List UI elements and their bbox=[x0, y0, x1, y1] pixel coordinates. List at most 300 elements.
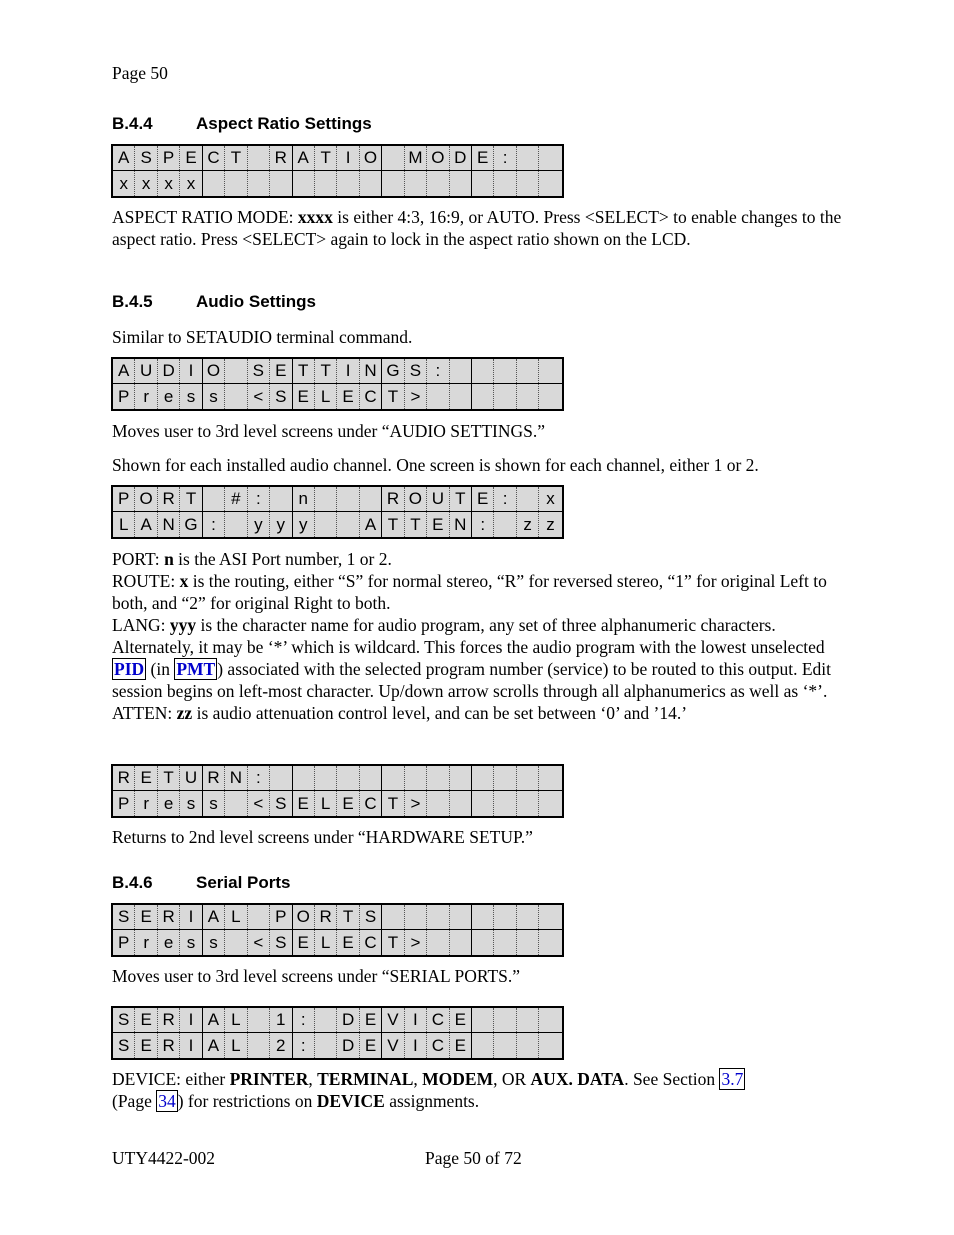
lcd-cell bbox=[517, 766, 539, 790]
route-description bbox=[112, 570, 842, 614]
text-bold: MODEM bbox=[422, 1069, 494, 1089]
lcd-cell bbox=[517, 1033, 539, 1058]
lcd-row-top bbox=[113, 766, 562, 791]
lcd-cell: A bbox=[360, 512, 382, 537]
lcd-cell: E bbox=[180, 146, 202, 170]
lcd-cell: : bbox=[293, 1033, 315, 1058]
lcd-cell bbox=[539, 791, 561, 816]
lcd-cell: E bbox=[450, 1008, 472, 1032]
lcd-cell: E bbox=[135, 1033, 157, 1058]
lcd-cell bbox=[382, 766, 404, 790]
text-bold: PRINTER bbox=[229, 1069, 309, 1089]
lcd-cell: : bbox=[248, 487, 270, 511]
lcd-cell: s bbox=[180, 791, 202, 816]
lcd-cell: : bbox=[203, 512, 225, 537]
lcd-display bbox=[111, 764, 564, 818]
lcd-cell bbox=[337, 766, 359, 790]
lcd-cell: : bbox=[494, 487, 516, 511]
lcd-cell bbox=[517, 791, 539, 816]
lcd-cell bbox=[539, 905, 561, 929]
lcd-cell bbox=[315, 512, 337, 537]
lcd-cell bbox=[293, 766, 315, 790]
lcd-cell bbox=[517, 930, 539, 955]
lcd-cell: I bbox=[180, 1008, 202, 1032]
lcd-cell: N bbox=[158, 512, 180, 537]
lcd-cell bbox=[539, 1008, 561, 1032]
lcd-cell bbox=[405, 905, 427, 929]
lcd-cell: y bbox=[270, 512, 292, 537]
lcd-cell: < bbox=[248, 384, 270, 409]
lcd-cell: A bbox=[113, 146, 135, 170]
lcd-row-bottom bbox=[113, 1033, 562, 1058]
lcd-cell: C bbox=[360, 930, 382, 955]
lcd-cell: N bbox=[225, 766, 247, 790]
lcd-cell: U bbox=[180, 766, 202, 790]
lcd-cell bbox=[225, 930, 247, 955]
section-3-7-link[interactable]: 3.7 bbox=[721, 1069, 744, 1089]
text: LANG: bbox=[112, 615, 170, 635]
text-bold: yyy bbox=[169, 615, 197, 635]
lcd-cell: O bbox=[293, 905, 315, 929]
lcd-cell: L bbox=[315, 384, 337, 409]
lcd-cell bbox=[494, 359, 516, 383]
lcd-cell: x bbox=[135, 171, 157, 196]
lcd-cell: P bbox=[158, 146, 180, 170]
text: assignments. bbox=[384, 1091, 480, 1111]
section-number: B.4.4 bbox=[112, 114, 153, 133]
lcd-display bbox=[111, 903, 564, 957]
section-heading-serial-ports bbox=[112, 873, 291, 893]
lcd-cell: s bbox=[203, 930, 225, 955]
lang-description bbox=[112, 614, 842, 702]
lcd-cell bbox=[225, 512, 247, 537]
lcd-cell: E bbox=[472, 146, 494, 170]
lcd-cell: E bbox=[293, 930, 315, 955]
lcd-cell: I bbox=[180, 359, 202, 383]
lcd-cell: I bbox=[337, 359, 359, 383]
lcd-cell: E bbox=[337, 791, 359, 816]
lcd-cell: T bbox=[405, 512, 427, 537]
lcd-cell: n bbox=[293, 487, 315, 511]
lcd-cell: L bbox=[225, 1033, 247, 1058]
lcd-cell: P bbox=[113, 384, 135, 409]
lcd-cell: U bbox=[135, 359, 157, 383]
page-34-link[interactable]: 34 bbox=[158, 1091, 176, 1111]
lcd-cell: R bbox=[158, 1033, 180, 1058]
lcd-cell: I bbox=[337, 146, 359, 170]
lcd-row-top bbox=[113, 487, 562, 512]
lcd-cell: A bbox=[203, 1008, 225, 1032]
lcd-row-bottom bbox=[113, 171, 562, 196]
lcd-cell: S bbox=[113, 905, 135, 929]
lcd-cell: T bbox=[337, 905, 359, 929]
lcd-cell bbox=[517, 487, 539, 511]
lcd-cell bbox=[472, 791, 494, 816]
lcd-cell bbox=[494, 930, 516, 955]
lcd-cell: R bbox=[270, 146, 292, 170]
lcd-cell bbox=[450, 766, 472, 790]
section-heading-audio bbox=[112, 292, 316, 312]
lcd-cell: R bbox=[203, 766, 225, 790]
lcd-cell bbox=[225, 171, 247, 196]
lcd-cell bbox=[427, 791, 449, 816]
text: is either 4:3, 16:9, or AUTO. Press <SELECT> to enable changes to the aspect ratio. Press <SELECT> again to lock in the aspect ratio shown on the LCD. bbox=[112, 207, 842, 249]
lcd-cell bbox=[450, 384, 472, 409]
lcd-cell: S bbox=[270, 791, 292, 816]
lcd-cell bbox=[517, 384, 539, 409]
lcd-cell bbox=[539, 930, 561, 955]
text-bold: n bbox=[164, 549, 174, 569]
lcd-cell bbox=[539, 359, 561, 383]
serial-moves: Moves user to 3rd level screens under “SERIAL PORTS.” bbox=[112, 966, 521, 986]
text: ROUTE: bbox=[112, 571, 180, 591]
text: is the ASI Port number, 1 or 2. bbox=[173, 549, 392, 569]
lcd-cell: 1 bbox=[270, 1008, 292, 1032]
lcd-cell: z bbox=[546, 514, 555, 534]
text: , OR bbox=[493, 1069, 531, 1089]
lcd-cell: E bbox=[337, 930, 359, 955]
lcd-cell: G bbox=[382, 359, 404, 383]
footer-page-number: Page 50 of 72 bbox=[425, 1148, 522, 1168]
lcd-cell: A bbox=[113, 359, 135, 383]
lcd-cell: T bbox=[315, 359, 337, 383]
lcd-cell bbox=[382, 905, 404, 929]
lcd-cell bbox=[450, 359, 472, 383]
lcd-cell: C bbox=[360, 384, 382, 409]
lcd-cell: E bbox=[450, 1033, 472, 1058]
lcd-cell: C bbox=[203, 146, 225, 170]
lcd-display bbox=[111, 144, 564, 198]
lcd-cell bbox=[494, 171, 516, 196]
lcd-cell: P bbox=[113, 791, 135, 816]
lcd-cell: D bbox=[450, 146, 472, 170]
lcd-cell bbox=[472, 171, 494, 196]
lcd-cell: r bbox=[135, 791, 157, 816]
lcd-cell bbox=[494, 905, 516, 929]
audio-moves: Moves user to 3rd level screens under “AUDIO SETTINGS.” bbox=[112, 421, 546, 441]
lcd-cell bbox=[360, 171, 382, 196]
lcd-cell bbox=[293, 171, 315, 196]
lcd-cell: < bbox=[248, 930, 270, 955]
lcd-cell: O bbox=[405, 487, 427, 511]
lcd-cell: y bbox=[293, 512, 315, 537]
lcd-cell: E bbox=[472, 487, 494, 511]
device-description bbox=[112, 1068, 842, 1112]
lcd-cell: T bbox=[293, 359, 315, 383]
lcd-cell: L bbox=[225, 1008, 247, 1032]
lcd-cell: A bbox=[203, 1033, 225, 1058]
lcd-cell: r bbox=[135, 384, 157, 409]
lcd-cell: s bbox=[203, 384, 225, 409]
lcd-cell: R bbox=[158, 1008, 180, 1032]
lcd-cell bbox=[405, 171, 427, 196]
lcd-cell bbox=[360, 766, 382, 790]
lcd-cell: x bbox=[113, 171, 135, 196]
lcd-cell: S bbox=[248, 359, 270, 383]
lcd-cell: T bbox=[382, 512, 404, 537]
lcd-cell: O bbox=[427, 146, 449, 170]
lcd-cell bbox=[494, 766, 516, 790]
text: (Page bbox=[112, 1091, 157, 1111]
section-number: B.4.6 bbox=[112, 873, 153, 892]
lcd-cell: N bbox=[450, 512, 472, 537]
lcd-cell: P bbox=[113, 930, 135, 955]
lcd-row-bottom bbox=[113, 791, 562, 816]
lcd-cell bbox=[315, 171, 337, 196]
text-bold: zz bbox=[176, 703, 193, 723]
lcd-cell: x bbox=[158, 171, 180, 196]
lcd-cell bbox=[248, 146, 270, 170]
lcd-cell bbox=[225, 791, 247, 816]
lcd-cell bbox=[248, 1033, 270, 1058]
lcd-cell: S bbox=[360, 905, 382, 929]
lcd-cell bbox=[472, 1033, 494, 1058]
lcd-cell: : bbox=[293, 1008, 315, 1032]
lcd-cell bbox=[450, 791, 472, 816]
lcd-cell: L bbox=[315, 791, 337, 816]
lcd-cell bbox=[427, 930, 449, 955]
lcd-cell: C bbox=[427, 1033, 449, 1058]
lcd-cell: A bbox=[203, 905, 225, 929]
audio-intro: Similar to SETAUDIO terminal command. bbox=[112, 327, 413, 347]
lcd-cell: I bbox=[180, 905, 202, 929]
lcd-cell bbox=[517, 171, 539, 196]
lcd-cell: L bbox=[315, 930, 337, 955]
lcd-cell: x bbox=[546, 489, 555, 508]
section-title: Aspect Ratio Settings bbox=[196, 114, 372, 133]
lcd-cell: C bbox=[427, 1008, 449, 1032]
lcd-row-top bbox=[113, 146, 562, 171]
lcd-cell: P bbox=[270, 905, 292, 929]
lcd-cell: < bbox=[248, 791, 270, 816]
lcd-cell bbox=[494, 384, 516, 409]
text: is the routing, either “S” for normal stereo, “R” for reversed stereo, “1” for original Left to both, and “2” for original Right to both. bbox=[112, 571, 827, 613]
lcd-cell: S bbox=[113, 1033, 135, 1058]
lcd-cell: : bbox=[494, 146, 516, 170]
text: DEVICE: either bbox=[112, 1069, 230, 1089]
lcd-cell: s bbox=[203, 791, 225, 816]
lcd-cell: A bbox=[293, 146, 315, 170]
lcd-row-bottom bbox=[113, 512, 562, 537]
lcd-cell bbox=[450, 905, 472, 929]
lcd-cell: > bbox=[405, 930, 427, 955]
lcd-cell bbox=[382, 171, 404, 196]
lcd-row-top bbox=[113, 905, 562, 930]
lcd-cell: T bbox=[382, 791, 404, 816]
audio-returns: Returns to 2nd level screens under “HARDWARE SETUP.” bbox=[112, 827, 533, 847]
text: (in bbox=[146, 659, 175, 679]
lcd-cell: D bbox=[337, 1033, 359, 1058]
lcd-cell bbox=[270, 171, 292, 196]
lcd-cell: I bbox=[180, 1033, 202, 1058]
text-bold: xxxx bbox=[297, 207, 333, 227]
lcd-cell: E bbox=[427, 512, 449, 537]
section-heading-aspect-ratio bbox=[112, 114, 372, 134]
lcd-cell: : bbox=[427, 359, 449, 383]
port-description bbox=[112, 548, 842, 570]
lcd-cell bbox=[539, 384, 561, 409]
lcd-cell: L bbox=[225, 905, 247, 929]
text: PORT: bbox=[112, 549, 165, 569]
lcd-cell: # bbox=[225, 487, 247, 511]
lcd-cell: O bbox=[135, 487, 157, 511]
lcd-cell bbox=[472, 1008, 494, 1032]
lcd-cell bbox=[337, 171, 359, 196]
lcd-cell bbox=[315, 1008, 337, 1032]
lcd-cell: V bbox=[382, 1033, 404, 1058]
lcd-cell: s bbox=[180, 384, 202, 409]
lcd-cell: E bbox=[135, 905, 157, 929]
lcd-cell bbox=[270, 487, 292, 511]
lcd-cell: E bbox=[293, 384, 315, 409]
lcd-cell bbox=[225, 359, 247, 383]
lcd-cell bbox=[337, 487, 359, 511]
lcd-cell: e bbox=[158, 791, 180, 816]
lcd-cell: A bbox=[135, 512, 157, 537]
lcd-cell: e bbox=[158, 384, 180, 409]
lcd-cell bbox=[248, 905, 270, 929]
lcd-cell bbox=[517, 1008, 539, 1032]
audio-field-descriptions bbox=[112, 548, 842, 724]
lcd-cell: r bbox=[135, 930, 157, 955]
lcd-cell: G bbox=[180, 512, 202, 537]
lcd-cell bbox=[427, 171, 449, 196]
lcd-cell bbox=[203, 487, 225, 511]
lcd-row-bottom bbox=[113, 930, 562, 955]
text: is the character name for audio program, any set of three alphanumeric characters. Alternately, it may be ‘*’ which is wildcard. This forces the audio program with the lowest unselected bbox=[112, 615, 825, 657]
lcd-cell: R bbox=[158, 905, 180, 929]
lcd-cell: T bbox=[450, 487, 472, 511]
page-header: Page 50 bbox=[112, 63, 168, 83]
lcd-cell bbox=[203, 171, 225, 196]
lcd-cell: T bbox=[158, 766, 180, 790]
audio-shown: Shown for each installed audio channel. One screen is shown for each channel, either 1 or 2. bbox=[112, 455, 759, 475]
lcd-cell bbox=[517, 359, 539, 383]
lcd-cell: E bbox=[135, 766, 157, 790]
lcd-cell: E bbox=[360, 1008, 382, 1032]
lcd-cell: E bbox=[337, 384, 359, 409]
lcd-cell bbox=[539, 171, 561, 196]
lcd-cell: e bbox=[158, 930, 180, 955]
text: ASPECT RATIO MODE: bbox=[112, 207, 298, 227]
lcd-cell: R bbox=[382, 487, 404, 511]
lcd-cell: V bbox=[382, 1008, 404, 1032]
text: . See Section bbox=[624, 1069, 720, 1089]
lcd-cell bbox=[539, 766, 561, 790]
lcd-cell: M bbox=[405, 146, 427, 170]
lcd-cell: S bbox=[270, 384, 292, 409]
text: , bbox=[413, 1069, 423, 1089]
lcd-cell bbox=[360, 487, 382, 511]
text: is audio attenuation control level, and can be set between ‘0’ and ’14.’ bbox=[192, 703, 688, 723]
lcd-cell bbox=[472, 359, 494, 383]
lcd-cell: S bbox=[270, 930, 292, 955]
lcd-cell: T bbox=[180, 487, 202, 511]
lcd-row-top bbox=[113, 1008, 562, 1033]
lcd-cell bbox=[382, 146, 404, 170]
pmt-link[interactable]: PMT bbox=[176, 659, 216, 679]
lcd-cell bbox=[315, 766, 337, 790]
lcd-cell: s bbox=[180, 930, 202, 955]
lcd-cell: : bbox=[472, 512, 494, 537]
lcd-cell bbox=[517, 146, 539, 170]
lcd-cell bbox=[539, 146, 561, 170]
lcd-cell bbox=[494, 1033, 516, 1058]
lcd-cell: x bbox=[180, 171, 202, 196]
lcd-cell: > bbox=[405, 791, 427, 816]
lcd-cell: D bbox=[158, 359, 180, 383]
lcd-display bbox=[111, 357, 564, 411]
lcd-cell bbox=[450, 171, 472, 196]
lcd-cell: R bbox=[158, 487, 180, 511]
lcd-cell: L bbox=[113, 512, 135, 537]
lcd-cell: I bbox=[405, 1033, 427, 1058]
lcd-cell: C bbox=[360, 791, 382, 816]
lcd-cell: S bbox=[135, 146, 157, 170]
lcd-cell bbox=[427, 766, 449, 790]
lcd-cell: I bbox=[405, 1008, 427, 1032]
lcd-cell: E bbox=[135, 1008, 157, 1032]
lcd-cell bbox=[539, 1033, 561, 1058]
lcd-cell bbox=[450, 930, 472, 955]
text-bold: AUX. DATA bbox=[530, 1069, 625, 1089]
text-bold: TERMINAL bbox=[317, 1069, 414, 1089]
lcd-cell bbox=[427, 384, 449, 409]
lcd-cell: U bbox=[427, 487, 449, 511]
lcd-cell bbox=[494, 512, 516, 537]
lcd-cell: O bbox=[360, 146, 382, 170]
lcd-cell bbox=[248, 171, 270, 196]
lcd-cell bbox=[427, 905, 449, 929]
lcd-cell: N bbox=[360, 359, 382, 383]
lcd-display bbox=[111, 485, 564, 539]
text-bold: x bbox=[179, 571, 189, 591]
lcd-cell: > bbox=[405, 384, 427, 409]
lcd-cell: P bbox=[113, 487, 135, 511]
text: ) associated with the selected program number (service) to be routed to this output. Edit session begins on left-most character. Up/down arrow scrolls through all alphanumerics as well as ‘*’. bbox=[112, 659, 832, 701]
lcd-cell: R bbox=[315, 905, 337, 929]
lcd-cell: T bbox=[382, 930, 404, 955]
lcd-cell: T bbox=[382, 384, 404, 409]
section-title: Serial Ports bbox=[196, 873, 291, 892]
lcd-cell bbox=[270, 766, 292, 790]
lcd-cell bbox=[494, 1008, 516, 1032]
aspect-ratio-description bbox=[112, 206, 842, 250]
text-bold: DEVICE bbox=[316, 1091, 385, 1111]
lcd-cell: E bbox=[360, 1033, 382, 1058]
lcd-cell: 2 bbox=[270, 1033, 292, 1058]
lcd-cell bbox=[472, 384, 494, 409]
pid-link[interactable]: PID bbox=[114, 659, 145, 679]
lcd-cell bbox=[494, 791, 516, 816]
text: , bbox=[308, 1069, 318, 1089]
lcd-row-top bbox=[113, 359, 562, 384]
lcd-row-bottom bbox=[113, 384, 562, 409]
lcd-cell: S bbox=[113, 1008, 135, 1032]
lcd-cell: O bbox=[203, 359, 225, 383]
lcd-cell: T bbox=[225, 146, 247, 170]
lcd-cell bbox=[225, 384, 247, 409]
text: ATTEN: bbox=[112, 703, 177, 723]
lcd-cell: E bbox=[293, 791, 315, 816]
lcd-cell: y bbox=[248, 512, 270, 537]
footer-doc-id: UTY4422-002 bbox=[112, 1148, 216, 1168]
lcd-cell bbox=[337, 512, 359, 537]
section-title: Audio Settings bbox=[196, 292, 316, 311]
lcd-display bbox=[111, 1006, 564, 1060]
lcd-cell: E bbox=[270, 359, 292, 383]
lcd-cell: T bbox=[315, 146, 337, 170]
